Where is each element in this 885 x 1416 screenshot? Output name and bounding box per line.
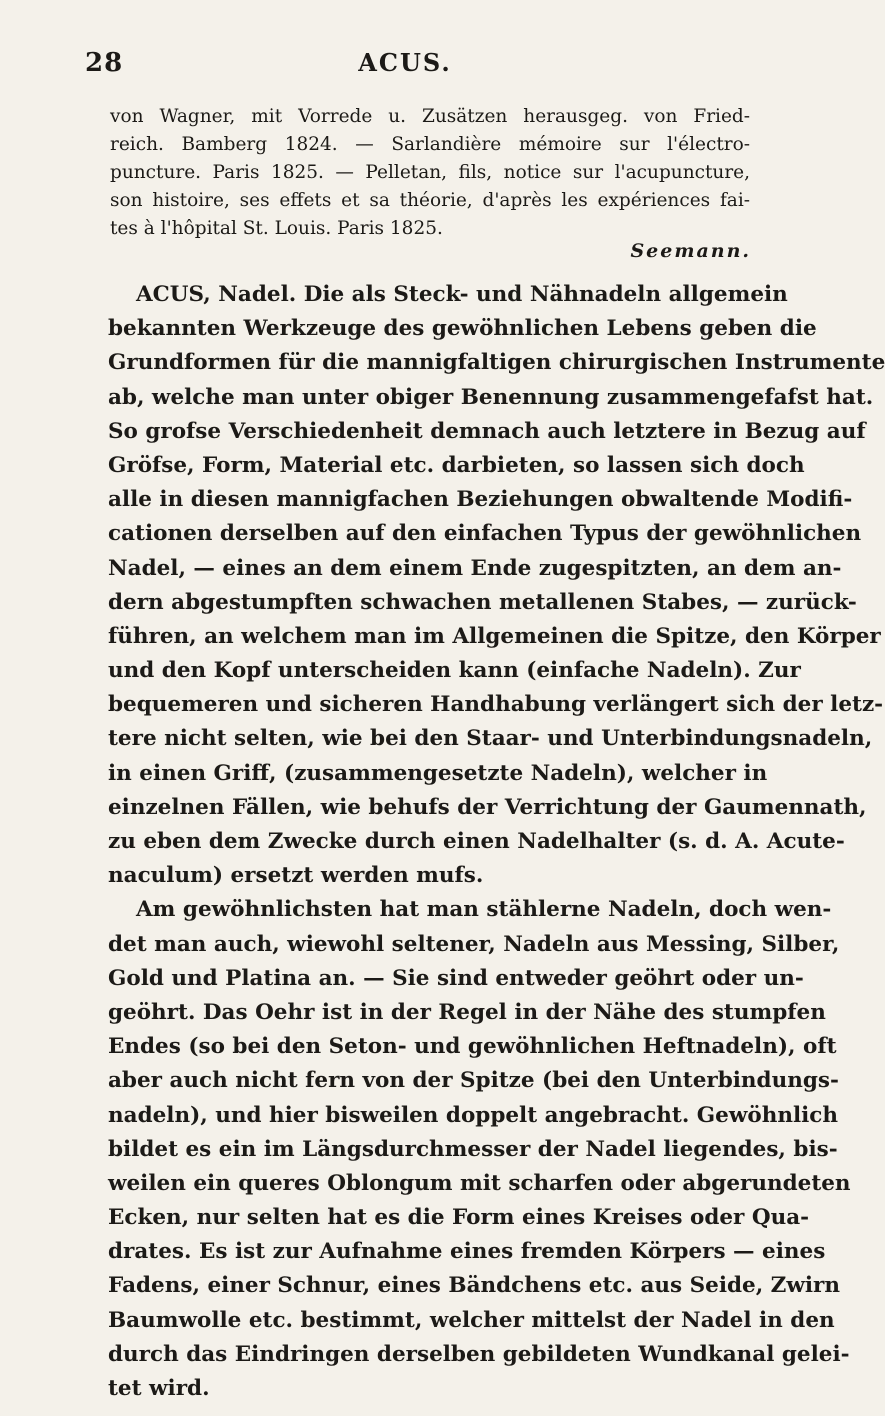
text-line: det man auch, wiewohl seltener, Nadeln aus Messing, Silber, [108, 931, 840, 957]
running-head: ACUS. [358, 48, 452, 77]
text-line: bildet es ein im Längsdurchmesser der Nadel liegendes, bis- [108, 1136, 838, 1162]
text-line: in einen Griff, (zusammengesetzte Nadeln), welcher in [108, 760, 768, 786]
text-line: So grofse Verschiedenheit demnach auch letztere in Bezug auf [108, 418, 866, 444]
text-line: Am gewöhnlichsten hat man stählerne Nadeln, doch wen- [136, 897, 832, 923]
text-line: zu eben dem Zwecke durch einen Nadelhalter (s. d. A. Acute- [108, 829, 845, 854]
text-line: alle in diesen mannigfachen Beziehungen obwaltende Modifi- [108, 487, 853, 513]
page-number: 28 [85, 48, 124, 78]
text-line: Fadens, einer Schnur, eines Bändchens etc. aus Seide, Zwirn [108, 1273, 840, 1299]
text-line: cationen derselben auf den einfachen Typus der gewöhnlichen [108, 521, 862, 547]
text-line: puncture. Paris 1825. — Pelletan, fils, notice sur l'acupuncture, [110, 162, 750, 183]
text-line: Gold und Platina an. — Sie sind entweder geöhrt oder un- [108, 965, 804, 991]
text-line: reich. Bamberg 1824. — Sarlandière mémoire sur l'électro- [110, 134, 750, 155]
text-line: aber auch nicht fern von der Spitze (bei den Unterbindungs- [108, 1068, 839, 1094]
text-line: Ecken, nur selten hat es die Form eines Kreises oder Qua- [108, 1205, 810, 1231]
text-line: Baumwolle etc. bestimmt, welcher mittelst der Nadel in den [108, 1307, 835, 1333]
literature-references [110, 103, 750, 243]
text-line: führen, an welchem man im Allgemeinen die Spitze, den Körper [108, 623, 881, 649]
text-line: Gröfse, Form, Material etc. darbieten, so lassen sich doch [108, 452, 805, 478]
text-line: dern abgestumpften schwachen metallenen Stabes, — zurück- [108, 589, 857, 615]
text-line: bekannten Werkzeuge des gewöhnlichen Lebens geben die [108, 316, 817, 342]
text-line: Nadel, — eines an dem einem Ende zugespitzten, an dem an- [108, 555, 842, 581]
text-line: ab, welche man unter obiger Benennung zusammengefafst hat. [108, 384, 874, 410]
author-signature: Seemann. [630, 240, 751, 262]
text-line: nadeln), und hier bisweilen doppelt angebracht. Gewöhnlich [108, 1102, 839, 1128]
text-line: von Wagner, mit Vorrede u. Zusätzen herausgeg. von Fried- [110, 106, 750, 127]
text-line: tes à l'hôpital St. Louis. Paris 1825. [110, 218, 443, 239]
text-line: Endes (so bei den Seton- und gewöhnlichen Heftnadeln), oft [108, 1034, 837, 1060]
text-line: durch das Eindringen derselben gebildeten Wundkanal gelei- [108, 1341, 850, 1367]
text-line: tere nicht selten, wie bei den Staar- und Unterbindungsnadeln, [108, 726, 873, 752]
text-line: und den Kopf unterscheiden kann (einfache Nadeln). Zur [108, 658, 801, 684]
text-line: son histoire, ses effets et sa théorie, d'après les expériences fai- [110, 190, 750, 211]
text-line: bequemeren und sicheren Handhabung verlängert sich der letz- [108, 692, 884, 718]
text-line: Grundformen für die mannigfaltigen chirurgischen Instrumente [108, 350, 885, 376]
text-line: drates. Es ist zur Aufnahme eines fremden Körpers — eines [108, 1239, 826, 1265]
text-line: naculum) ersetzt werden mufs. [108, 863, 484, 889]
article-body [108, 278, 885, 1406]
text-line: weilen ein queres Oblongum mit scharfen oder abgerundeten [108, 1170, 851, 1196]
text-line: einzelnen Fällen, wie behufs der Verrichtung der Gaumennath, [108, 794, 867, 820]
text-line: geöhrt. Das Oehr ist in der Regel in der Nähe des stumpfen [108, 999, 826, 1025]
text-line: tet wird. [108, 1376, 210, 1401]
page-header [85, 48, 725, 88]
text-line: ACUS, Nadel. Die als Steck- und Nähnadeln allgemein [136, 282, 788, 307]
